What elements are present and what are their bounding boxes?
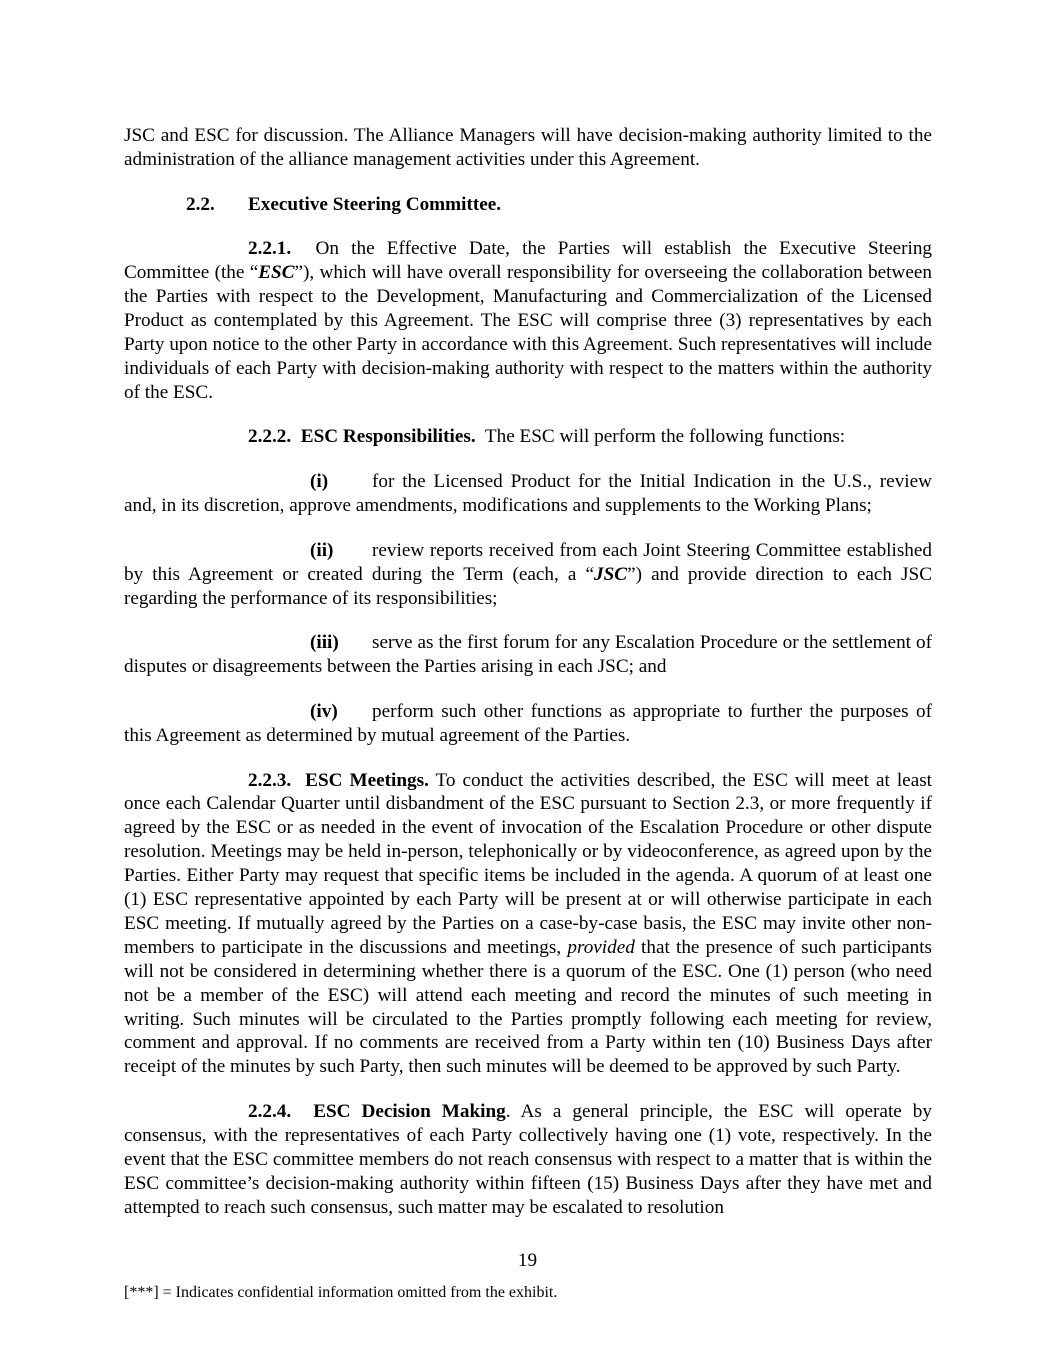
section-title: ESC Meetings. bbox=[305, 769, 429, 791]
defined-term-jsc: JSC bbox=[594, 563, 628, 585]
footnote: [***] = Indicates confidential information omitted from the exhibit. bbox=[124, 1284, 558, 1301]
text: ”) and provide direction to each JSC regarding the performance of its responsibilities; bbox=[124, 563, 932, 609]
page-number: 19 bbox=[517, 1250, 538, 1271]
item-ii bbox=[124, 539, 932, 611]
section-number: 2.2.4. bbox=[248, 1101, 292, 1123]
paragraph-continuation: JSC and ESC for discussion. The Alliance Managers will have decision-making authority limited to the administration of the alliance management activities under this Agreement. bbox=[124, 125, 932, 170]
document-body bbox=[124, 124, 932, 1220]
text: To conduct the activities described, the ESC will meet at least once each Calendar Quarter until disbandment of the ESC pursuant to Section 2.3, or more frequently if agreed by the ESC or as needed in the event of invocation of the Escalation Procedure or other dispute resolution. Meetings may be held in-person, telephonically or by videoconference, as agreed upon by the Parties. Either Party may request that specific items be included in the agenda. A quorum of at least one (1) ESC representative appointed by each Party will be present at or will otherwise participate in each ESC meeting. If mutually agreed by the Parties on a case-by-case basis, the ESC may invite other non-members to participate in the discussions and meetings, bbox=[124, 769, 933, 958]
item-iv bbox=[124, 700, 932, 748]
section-2-2-heading bbox=[186, 193, 932, 217]
section-number: 2.2. bbox=[186, 193, 215, 215]
text: The ESC will perform the following functions: bbox=[484, 426, 846, 448]
text: . As a general principle, the ESC will operate by consensus, with the representatives of each Party collectively having one (1) vote, respectively. In the event that the ESC committee members do not reach consensus with respect to a matter that is within the ESC committee’s decision-making authority within fifteen (15) Business Days after they have met and attempted to reach such consensus, such matter may be escalated to resolution bbox=[124, 1101, 932, 1218]
text: perform such other functions as appropriate to further the purposes of this Agreement as determined by mutual agreement of the Parties. bbox=[124, 700, 932, 746]
text: ”), which will have overall responsibility for overseeing the collaboration between the Parties with respect to the Development, Manufacturing and Commercialization of the Licensed Product as contemplated by this Agreement. The ESC will comprise three (3) representatives by each Party upon notice to the other Party in accordance with this Agreement. Such representatives will include individuals of each Party with decision-making authority with respect to the matters within the authority of the ESC. bbox=[124, 262, 932, 403]
item-label: (iii) bbox=[310, 632, 339, 654]
section-2-2-1 bbox=[124, 237, 932, 404]
text: On the Effective Date, the Parties will establish the Executive Steering Committee (the “ bbox=[124, 238, 933, 284]
section-number: 2.2.1. bbox=[248, 238, 292, 260]
text: serve as the first forum for any Escalation Procedure or the settlement of disputes or disagreements between the Parties arising in each JSC; and bbox=[124, 632, 932, 678]
item-label: (ii) bbox=[310, 539, 334, 561]
item-iii bbox=[124, 631, 932, 679]
text: that the presence of such participants will not be considered in determining whether there is a quorum of the ESC. One (1) person (who need not be a member of the ESC) will attend each meeting and record the minutes of such meeting in writing. Such minutes will be circulated to the Parties promptly following each meeting for review, comment and approval. If no comments are received from a Party within ten (10) Business Days after receipt of the minutes by such Party, then such minutes will be deemed to be approved by such Party. bbox=[124, 936, 932, 1078]
text: review reports received from each Joint Steering Committee established by this Agreement or created during the Term (each, a “ bbox=[124, 539, 932, 585]
section-title: ESC Decision Making bbox=[313, 1101, 506, 1123]
section-number: 2.2.3. bbox=[248, 769, 292, 791]
section-2-2-2 bbox=[124, 425, 932, 449]
section-number: 2.2.2. bbox=[248, 426, 292, 448]
item-label: (i) bbox=[310, 471, 329, 493]
italic-term: provided bbox=[567, 936, 635, 958]
section-title: ESC Responsibilities. bbox=[300, 426, 476, 448]
section-title: Executive Steering Committee. bbox=[248, 193, 502, 215]
section-2-2-4 bbox=[124, 1100, 932, 1220]
text: for the Licensed Product for the Initial Indication in the U.S., review and, in its discretion, approve amendments, modifications and supplements to the Working Plans; bbox=[124, 471, 932, 517]
defined-term-esc: ESC bbox=[258, 262, 295, 284]
item-i bbox=[124, 470, 932, 518]
item-label: (iv) bbox=[310, 700, 338, 722]
section-2-2-3 bbox=[124, 769, 932, 1080]
